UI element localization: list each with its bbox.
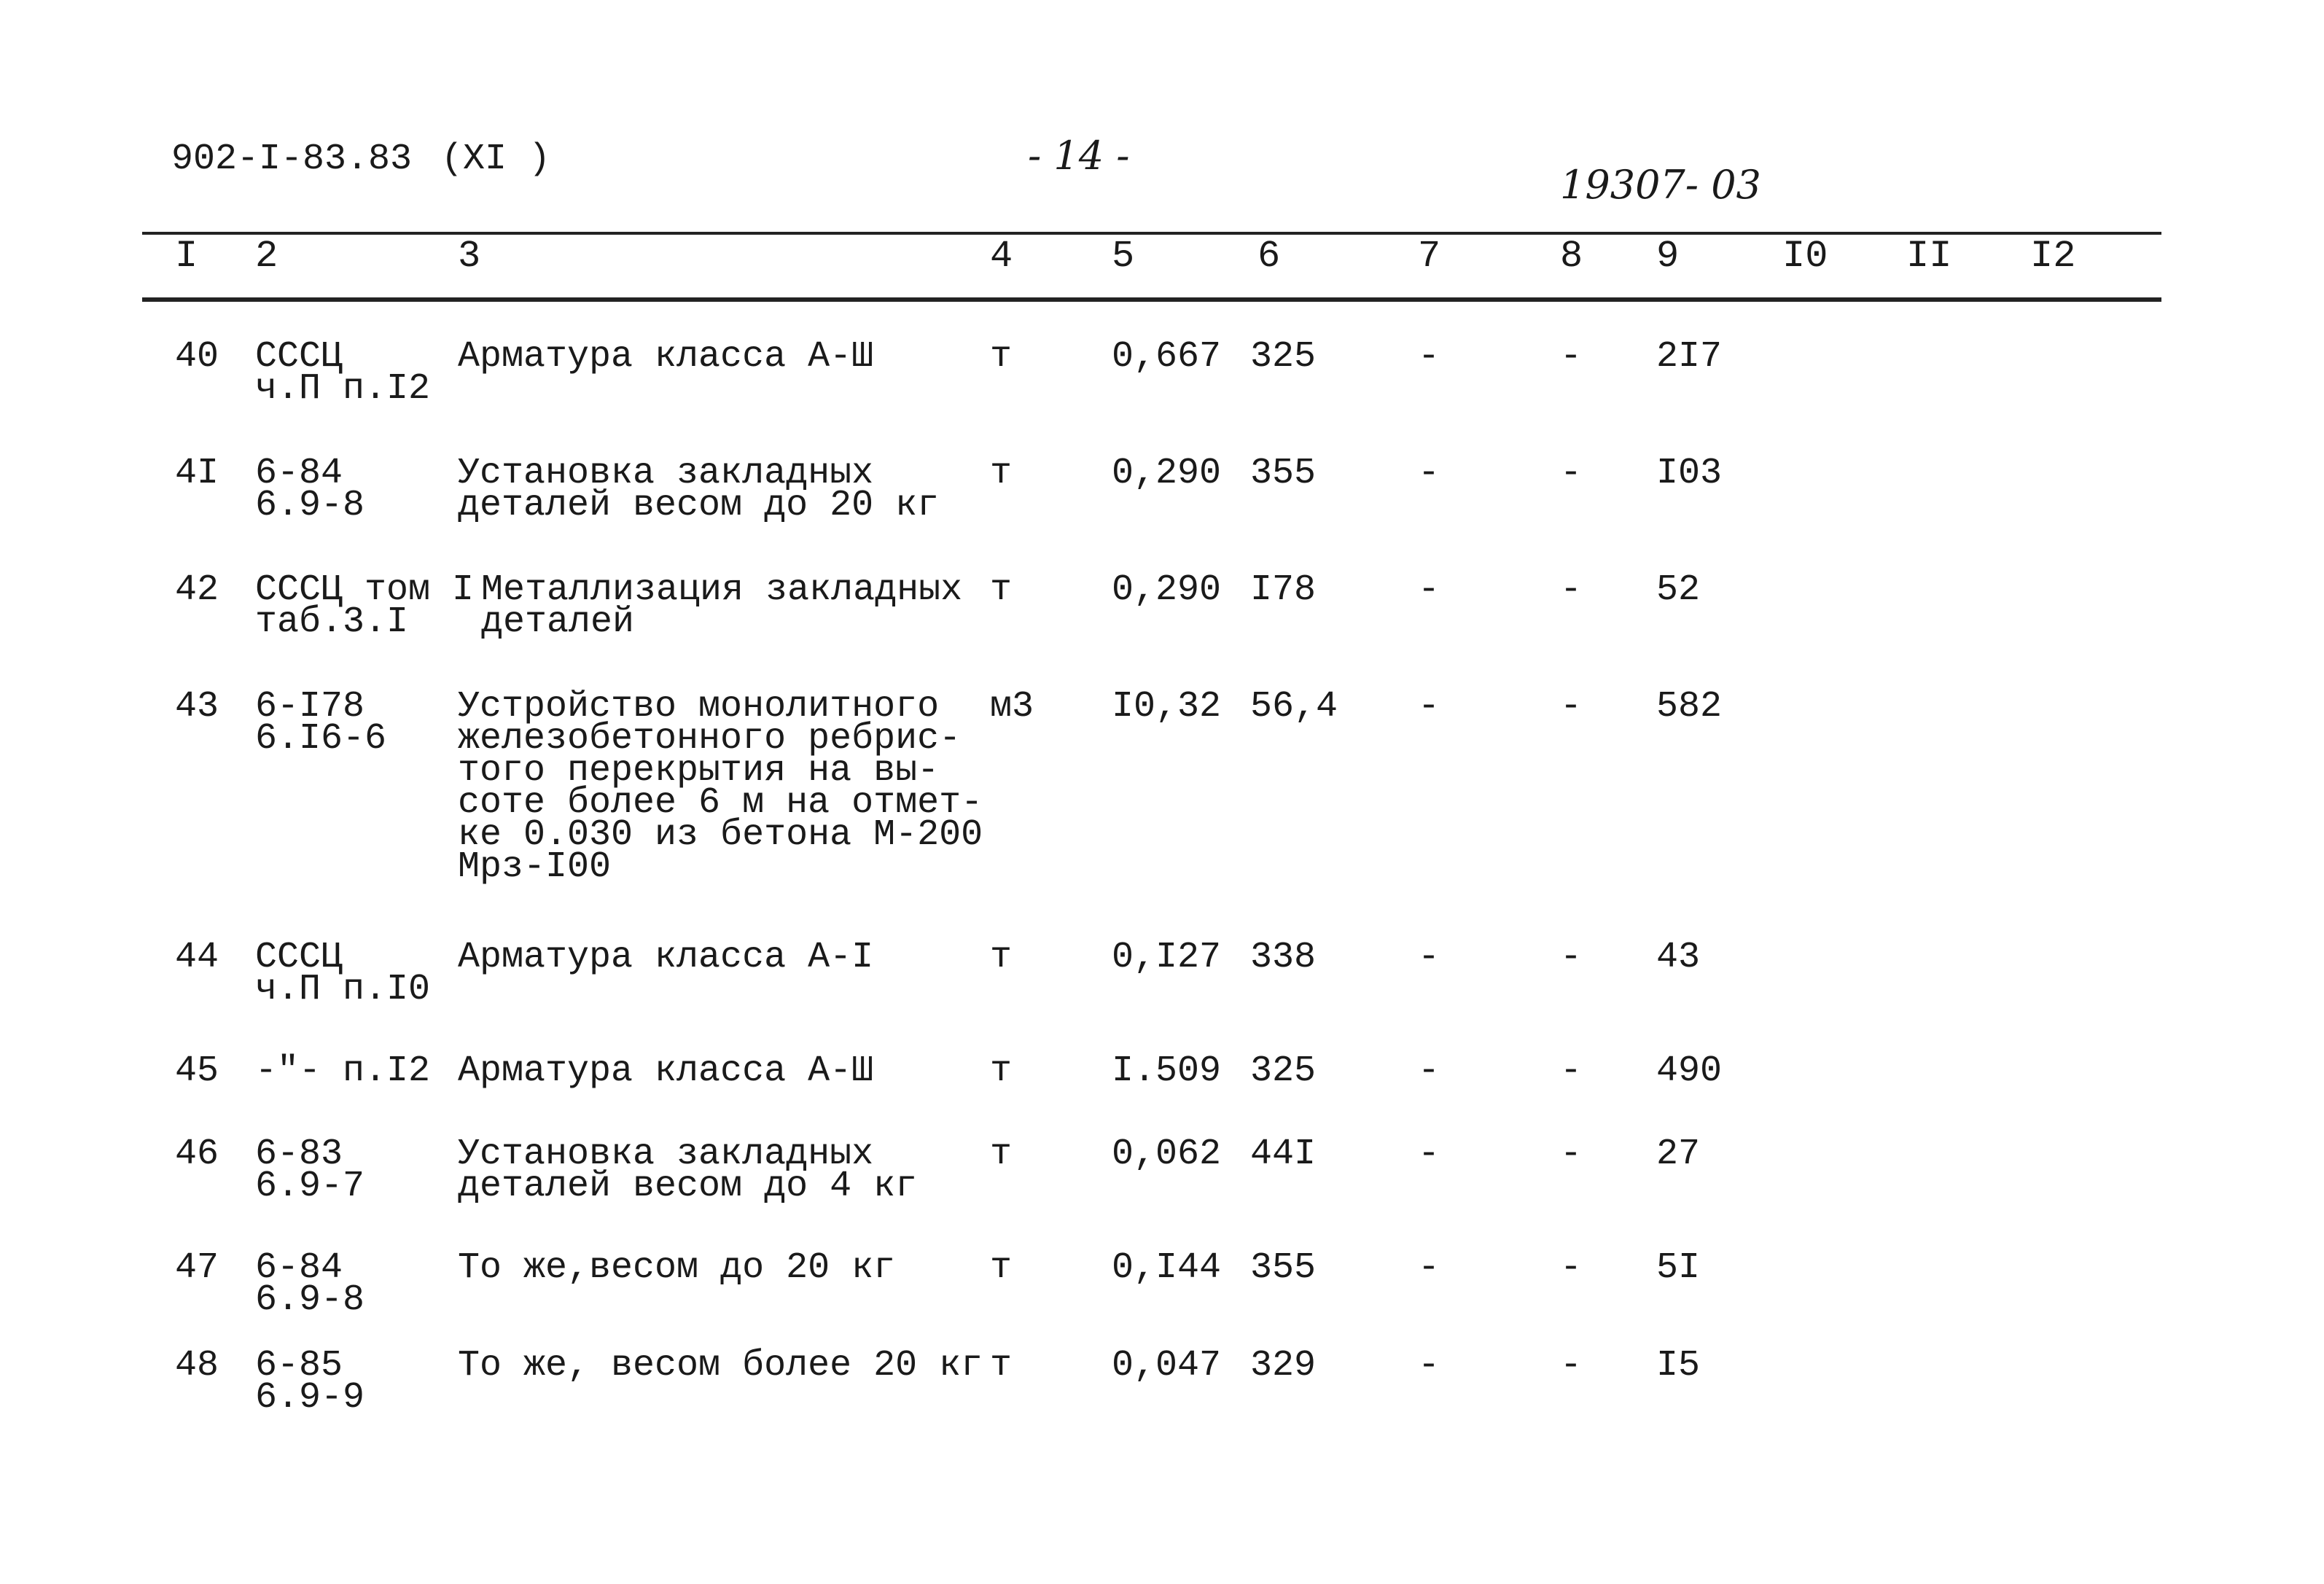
row-number: 47 <box>175 1247 219 1289</box>
work-description: То же,весом до 20 кг <box>458 1247 896 1289</box>
quantity: 0,I44 <box>1112 1247 1222 1289</box>
total-cost: I5 <box>1656 1345 1701 1386</box>
col8-value: - <box>1560 686 1583 727</box>
work-description: Металлизация закладных деталей <box>481 569 963 643</box>
unit: т <box>990 336 1013 378</box>
work-description: Установка закладных деталей весом до 4 кг <box>458 1134 918 1207</box>
quantity: 0,290 <box>1112 453 1222 494</box>
stamp-number: 19307- 03 <box>1560 162 1761 208</box>
total-cost: 5I <box>1656 1247 1701 1289</box>
work-description: Устройство монолитного железобетонного ребрис- того перекрытия на вы- соте более 6 м на отмет- ке 0.030 из бетона М-200 Мрз-I00 <box>458 686 983 888</box>
total-cost: 490 <box>1656 1050 1723 1092</box>
table-header-rule <box>142 297 2161 302</box>
col7-value: - <box>1418 1247 1440 1289</box>
row-number: 42 <box>175 569 219 611</box>
quantity: 0,290 <box>1112 569 1222 611</box>
work-description: Арматура класса А-I <box>458 937 874 978</box>
col7-value: - <box>1418 937 1440 978</box>
column-header: 8 <box>1560 235 1583 278</box>
unit: т <box>990 569 1013 611</box>
col7-value: - <box>1418 453 1440 494</box>
col7-value: - <box>1418 569 1440 611</box>
norm-code: 6-85 6.9-9 <box>255 1345 365 1419</box>
total-cost: 27 <box>1656 1134 1701 1175</box>
quantity: 0,047 <box>1112 1345 1222 1386</box>
total-cost: 582 <box>1656 686 1723 727</box>
col8-value: - <box>1560 1134 1583 1175</box>
row-number: 40 <box>175 336 219 378</box>
total-cost: 2I7 <box>1656 336 1723 378</box>
total-cost: 43 <box>1656 937 1701 978</box>
unit-price: 56,4 <box>1250 686 1338 727</box>
row-number: 43 <box>175 686 219 727</box>
document-code: 902-I-83.83 <box>171 138 413 180</box>
column-header: 3 <box>458 235 481 278</box>
unit-price: 355 <box>1250 453 1317 494</box>
norm-code: СССЦ том I таб.3.I <box>255 569 475 643</box>
norm-code: СССЦ ч.П п.I0 <box>255 937 431 1010</box>
norm-code: СССЦ ч.П п.I2 <box>255 336 431 410</box>
row-number: 48 <box>175 1345 219 1386</box>
norm-code: 6-84 6.9-8 <box>255 1247 365 1321</box>
col8-value: - <box>1560 1050 1583 1092</box>
section-label: (XI ) <box>441 138 551 180</box>
quantity: I0,32 <box>1112 686 1222 727</box>
column-header: 6 <box>1257 235 1281 278</box>
col7-value: - <box>1418 1345 1440 1386</box>
page-number: - 14 - <box>1028 133 1130 179</box>
column-header: I2 <box>2030 235 2076 278</box>
unit-price: 325 <box>1250 1050 1317 1092</box>
unit-price: I78 <box>1250 569 1317 611</box>
total-cost: 52 <box>1656 569 1701 611</box>
work-description: Установка закладных деталей весом до 20 кг <box>458 453 940 526</box>
unit: т <box>990 1134 1013 1175</box>
col7-value: - <box>1418 336 1440 378</box>
unit-price: 355 <box>1250 1247 1317 1289</box>
unit: т <box>990 1247 1013 1289</box>
column-header: I <box>175 235 198 278</box>
column-header: 2 <box>255 235 278 278</box>
column-header: II <box>1906 235 1952 278</box>
column-header: I0 <box>1782 235 1828 278</box>
column-header: 7 <box>1418 235 1441 278</box>
row-number: 46 <box>175 1134 219 1175</box>
col8-value: - <box>1560 937 1583 978</box>
col7-value: - <box>1418 1050 1440 1092</box>
column-header: 9 <box>1656 235 1680 278</box>
work-description: Арматура класса А-Ш <box>458 1050 874 1092</box>
col8-value: - <box>1560 569 1583 611</box>
norm-code: 6-84 6.9-8 <box>255 453 365 526</box>
quantity: 0,667 <box>1112 336 1222 378</box>
table-top-rule <box>142 232 2161 235</box>
row-number: 44 <box>175 937 219 978</box>
col7-value: - <box>1418 1134 1440 1175</box>
row-number: 4I <box>175 453 219 494</box>
column-header: 5 <box>1112 235 1135 278</box>
col7-value: - <box>1418 686 1440 727</box>
col8-value: - <box>1560 1345 1583 1386</box>
work-description: Арматура класса А-Ш <box>458 336 874 378</box>
quantity: 0,062 <box>1112 1134 1222 1175</box>
row-number: 45 <box>175 1050 219 1092</box>
norm-code: -"- п.I2 <box>255 1050 431 1092</box>
col8-value: - <box>1560 453 1583 494</box>
unit-price: 329 <box>1250 1345 1317 1386</box>
norm-code: 6-I78 6.I6-6 <box>255 686 387 760</box>
unit: т <box>990 453 1013 494</box>
unit-price: 44I <box>1250 1134 1317 1175</box>
quantity: 0,I27 <box>1112 937 1222 978</box>
total-cost: I03 <box>1656 453 1723 494</box>
unit: м3 <box>990 686 1034 727</box>
unit-price: 338 <box>1250 937 1317 978</box>
unit: т <box>990 1050 1013 1092</box>
unit: т <box>990 937 1013 978</box>
quantity: I.509 <box>1112 1050 1222 1092</box>
norm-code: 6-83 6.9-7 <box>255 1134 365 1207</box>
col8-value: - <box>1560 1247 1583 1289</box>
col8-value: - <box>1560 336 1583 378</box>
column-header: 4 <box>990 235 1013 278</box>
work-description: То же, весом более 20 кг <box>458 1345 983 1386</box>
unit: т <box>990 1345 1013 1386</box>
unit-price: 325 <box>1250 336 1317 378</box>
